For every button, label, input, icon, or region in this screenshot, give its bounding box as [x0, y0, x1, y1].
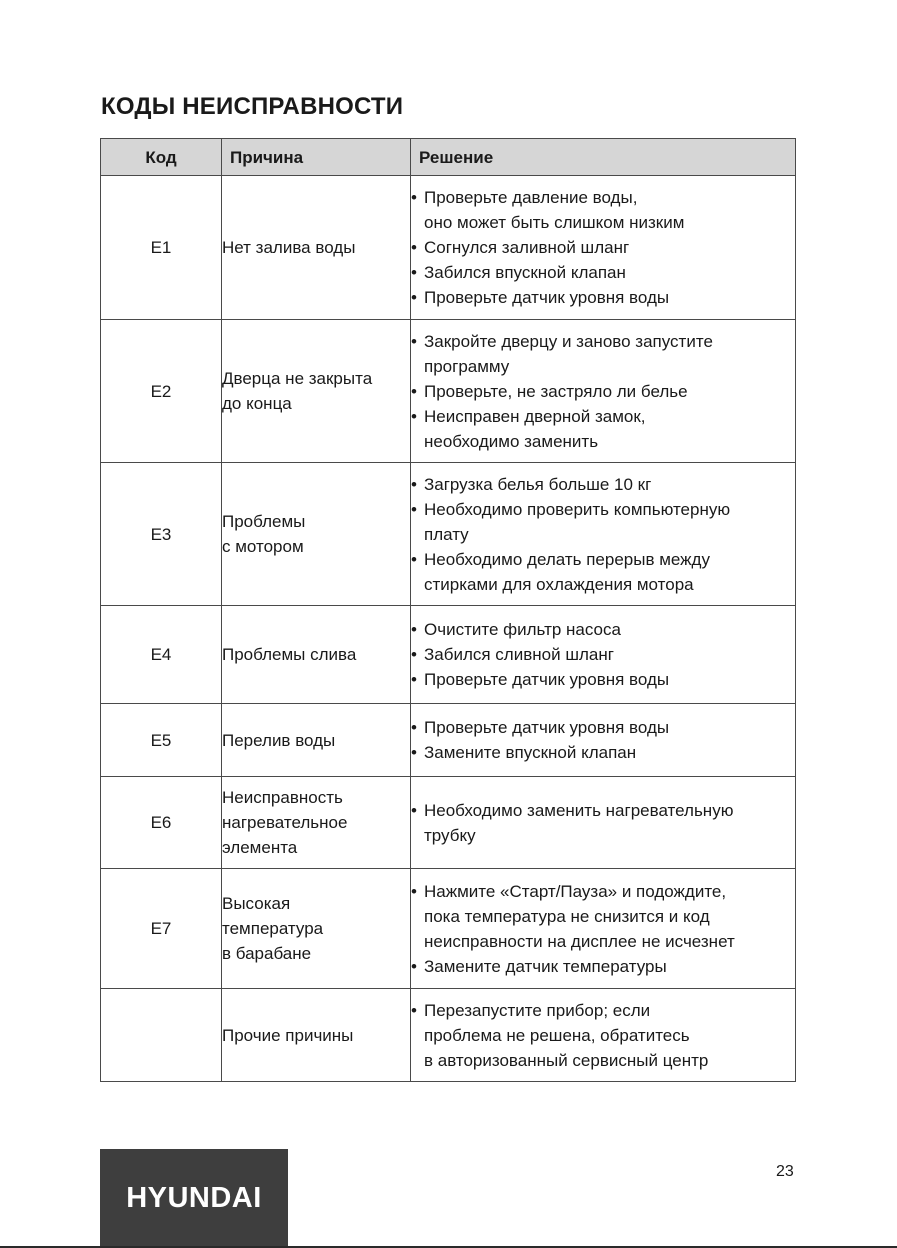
solution-item	[411, 740, 795, 765]
solution-list	[411, 185, 795, 310]
error-cause	[222, 606, 411, 704]
table-header-row	[101, 139, 796, 176]
solution-item	[411, 285, 795, 310]
table-row	[101, 606, 796, 704]
header-solution: Решение	[411, 139, 796, 176]
table-row	[101, 777, 796, 869]
solution-item	[411, 379, 795, 404]
page-title: КОДЫ НЕИСПРАВНОСТИ	[101, 93, 404, 120]
error-solution	[411, 176, 796, 320]
solution-line: • Нажмите «Старт/Пауза» и подождите,	[424, 881, 727, 901]
error-cause	[222, 869, 411, 989]
solution-line: стирками для охлаждения мотора	[424, 574, 694, 594]
solution-line: неисправности на дисплее не исчезнет	[424, 931, 735, 951]
error-code: E4	[101, 606, 222, 704]
solution-line: в авторизованный сервисный центр	[424, 1050, 709, 1070]
brand-logo: HYUNDAI	[100, 1149, 288, 1248]
solution-item	[411, 235, 795, 260]
solution-list	[411, 715, 795, 765]
cause-line: температура	[222, 919, 324, 938]
cause-line: Неисправность	[222, 788, 343, 807]
solution-line: программу	[424, 356, 510, 376]
solution-line: проблема не решена, обратитесь	[424, 1025, 690, 1045]
error-solution	[411, 320, 796, 463]
cause-line: Высокая	[222, 894, 291, 913]
solution-line: • Необходимо делать перерыв между	[424, 549, 710, 569]
solution-line: оно может быть слишком низким	[424, 213, 685, 232]
solution-line: • Проверьте, не застряло ли белье	[424, 381, 688, 401]
solution-line: • Проверьте давление воды,	[424, 188, 638, 207]
error-cause	[222, 704, 411, 777]
error-code: E7	[101, 869, 222, 989]
solution-list	[411, 998, 795, 1073]
solution-item	[411, 642, 795, 667]
solution-line: • Замените впускной клапан	[424, 743, 637, 762]
table-row	[101, 463, 796, 606]
cause-line: Перелив воды	[222, 730, 336, 750]
solution-list	[411, 879, 795, 979]
cause-line: до конца	[222, 394, 292, 413]
solution-line: плату	[424, 524, 469, 544]
cause-line: в барабане	[222, 944, 312, 963]
solution-line: • Забился впускной клапан	[424, 263, 626, 282]
error-cause	[222, 777, 411, 869]
solution-line: • Закройте дверцу и заново запустите	[424, 331, 713, 351]
cause-line: нагревательное	[222, 813, 348, 832]
solution-line: • Замените датчик температуры	[424, 956, 667, 976]
cause-line: с мотором	[222, 537, 304, 556]
cause-line: Проблемы	[222, 512, 306, 531]
solution-line: • Проверьте датчик уровня воды	[424, 670, 670, 689]
table-row	[101, 320, 796, 463]
cause-line: Прочие причины	[222, 1025, 354, 1045]
header-code: Код	[101, 139, 222, 176]
error-solution	[411, 606, 796, 704]
error-solution	[411, 704, 796, 777]
error-solution	[411, 777, 796, 869]
solution-item	[411, 667, 795, 692]
solution-item	[411, 715, 795, 740]
solution-item	[411, 879, 795, 954]
solution-line: трубку	[424, 825, 476, 845]
cause-line: Проблемы слива	[222, 645, 357, 664]
solution-item	[411, 547, 795, 597]
error-code: E1	[101, 176, 222, 320]
solution-line: • Необходимо заменить нагревательную	[424, 800, 734, 820]
solution-list	[411, 798, 795, 848]
solution-item	[411, 185, 795, 235]
error-solution	[411, 463, 796, 606]
header-cause: Причина	[222, 139, 411, 176]
cause-line: элемента	[222, 838, 298, 857]
table-row	[101, 176, 796, 320]
solution-item	[411, 404, 795, 454]
cause-line: Нет залива воды	[222, 238, 356, 257]
solution-item	[411, 497, 795, 547]
error-cause	[222, 989, 411, 1082]
solution-item	[411, 998, 795, 1073]
table-row	[101, 989, 796, 1082]
solution-line: • Согнулся заливной шланг	[424, 238, 630, 257]
table-row	[101, 869, 796, 989]
solution-item	[411, 798, 795, 848]
error-codes-table	[100, 138, 796, 1082]
solution-line: • Загрузка белья больше 10 кг	[424, 474, 652, 494]
solution-list	[411, 472, 795, 597]
solution-line: • Очистите фильтр насоса	[424, 620, 621, 639]
solution-line: • Необходимо проверить компьютерную	[424, 499, 731, 519]
solution-item	[411, 329, 795, 379]
error-code: E5	[101, 704, 222, 777]
solution-line: • Перезапустите прибор; если	[424, 1000, 651, 1020]
error-cause	[222, 176, 411, 320]
solution-line: необходимо заменить	[424, 431, 599, 451]
solution-item	[411, 954, 795, 979]
error-code: E6	[101, 777, 222, 869]
error-code: E2	[101, 320, 222, 463]
solution-line: • Неисправен дверной замок,	[424, 406, 646, 426]
solution-line: • Проверьте датчик уровня воды	[424, 288, 670, 307]
solution-line: • Проверьте датчик уровня воды	[424, 718, 670, 737]
error-solution	[411, 989, 796, 1082]
table-row	[101, 704, 796, 777]
solution-item	[411, 472, 795, 497]
solution-line: • Забился сливной шланг	[424, 645, 614, 664]
error-code: E3	[101, 463, 222, 606]
cause-line: Дверца не закрыта	[222, 369, 373, 388]
error-code	[101, 989, 222, 1082]
solution-list	[411, 617, 795, 692]
error-solution	[411, 869, 796, 989]
error-cause	[222, 320, 411, 463]
solution-line: пока температура не снизится и код	[424, 906, 710, 926]
solution-item	[411, 617, 795, 642]
solution-item	[411, 260, 795, 285]
page-number: 23	[776, 1163, 794, 1180]
solution-list	[411, 329, 795, 454]
error-cause	[222, 463, 411, 606]
